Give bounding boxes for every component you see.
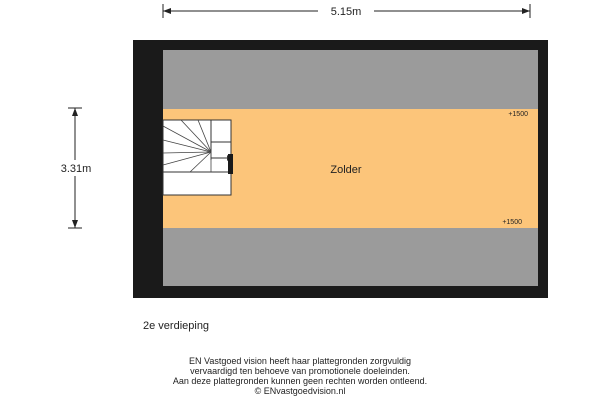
height-marker-top: +1500 bbox=[508, 111, 528, 118]
room-label: Zolder bbox=[330, 164, 362, 176]
depth-dimension bbox=[50, 108, 102, 228]
depth-dimension-label: 3.31m bbox=[60, 163, 92, 175]
disclaimer-line-3: Aan deze plattegronden kunnen geen rechten worden ontleend. bbox=[172, 376, 428, 386]
floor-name: 2e verdieping bbox=[143, 320, 210, 332]
disclaimer-line-1: EN Vastgoed vision heeft haar plattegronden zorgvuldig bbox=[189, 356, 411, 366]
width-dimension-label: 5.15m bbox=[330, 6, 362, 18]
height-marker-bottom: +1500 bbox=[502, 219, 522, 226]
disclaimer bbox=[0, 356, 600, 396]
disclaimer-line-4: © ENvastgoedvision.nl bbox=[254, 386, 346, 396]
width-dimension bbox=[163, 3, 530, 18]
stair-railing bbox=[228, 154, 233, 174]
disclaimer-line-2: vervaardigd ten behoeve van promotionele doeleinden. bbox=[190, 366, 410, 376]
staircase bbox=[163, 120, 233, 195]
